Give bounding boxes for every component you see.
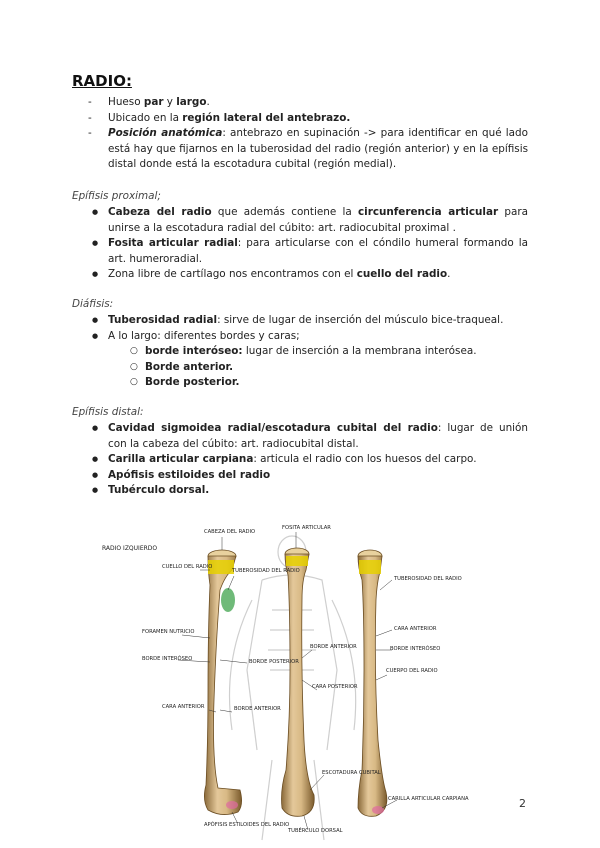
list-item	[92, 236, 528, 267]
text-run: Tuberosidad radial	[108, 314, 218, 326]
text-run: cuello del radio	[356, 268, 448, 280]
label-borde-anterior: BORDE ANTERIOR	[234, 706, 281, 712]
label-borde-posterior: BORDE POSTERIOR	[249, 659, 299, 665]
text-run: : antebrazo en supinación -> para identificar en qué lado está hay que fijarnos en la tuberosidad del radio (región anterior) y en la epífisis distal donde está la escotadura cubital (región medial).	[108, 127, 528, 170]
text-run: circunferencia articular	[357, 206, 499, 218]
text-run: para unirse a la escotadura radial del cúbito: art. radiocubital proximal .	[108, 206, 528, 234]
text-run: lugar de inserción a la membrana interósea.	[242, 345, 477, 357]
label-foramen-nutricio: FORAMEN NUTRICIO	[142, 629, 195, 635]
sub-list-item	[130, 360, 528, 376]
list-item	[92, 205, 528, 236]
text-run: largo	[176, 96, 207, 108]
text-run: Cabeza del radio	[108, 206, 212, 218]
text-run: Cavidad sigmoidea radial/escotadura cubital del radio	[108, 422, 438, 434]
sub-list-item	[130, 344, 528, 360]
label-borde-anterior-2: BORDE ANTERIOR	[310, 644, 357, 650]
section-list-epifisis-proximal	[92, 205, 528, 283]
list-item	[92, 329, 528, 391]
text-run: Ubicado en la	[108, 111, 183, 124]
sub-list-item	[130, 375, 528, 391]
list-item	[88, 95, 528, 111]
sub-list	[108, 344, 528, 391]
text-run: : para articularse con el cóndilo humeral formando la art. humeroradial.	[108, 237, 529, 265]
figure-title: RADIO IZQUIERDO	[102, 545, 158, 552]
label-cuerpo-del-radio: CUERPO DEL RADIO	[386, 668, 438, 674]
intro-list	[88, 95, 528, 173]
label-cara-posterior: CARA POSTERIOR	[312, 684, 358, 690]
label-cabeza-del-radio: CABEZA DEL RADIO	[204, 529, 256, 535]
text-run: Fosita articular radial	[108, 237, 238, 249]
page-title: RADIO:	[72, 72, 132, 90]
label-carilla-articular-carpiana: CARILLA ARTICULAR CARPIANA	[388, 796, 469, 802]
label-borde-interoseo: BORDE INTERÓSEO	[142, 656, 193, 662]
list-item	[92, 452, 528, 468]
text-run: A lo largo: diferentes bordes y caras;	[108, 329, 300, 342]
label-cara-anterior: CARA ANTERIOR	[162, 704, 205, 710]
label-escotadura-cubital: ESCOTADURA CUBITAL	[322, 770, 381, 776]
text-run: : lugar de unión con la cabeza del cúbito: art. radiocubital distal.	[108, 422, 528, 450]
text-run: Carilla articular carpiana	[108, 453, 254, 465]
text-run: Borde posterior.	[145, 376, 240, 388]
label-fosita-articular: FOSITA ARTICULAR	[282, 525, 331, 531]
text-run: .	[206, 96, 210, 108]
radius-bone-illustration	[92, 520, 476, 842]
list-item	[92, 313, 528, 329]
text-run: borde interóseo:	[145, 345, 243, 357]
list-item	[92, 483, 528, 499]
list-item	[92, 267, 528, 283]
label-cuello-del-radio: CUELLO DEL RADIO	[162, 564, 213, 570]
label-tuberosidad-del-radio-2: TUBEROSIDAD DEL RADIO	[394, 576, 462, 582]
section-list-epifisis-distal	[92, 421, 528, 499]
text-run: : articula el radio con los huesos del carpo.	[253, 453, 477, 465]
label-borde-interoseo-2: BORDE INTERÓSEO	[390, 646, 441, 652]
text-run: par	[143, 96, 164, 108]
list-item	[88, 126, 528, 173]
list-item-text	[108, 330, 300, 342]
list-item	[92, 421, 528, 452]
text-run: Hueso	[108, 96, 144, 108]
text-run: Tubérculo dorsal.	[108, 484, 210, 496]
text-run: Apófisis estiloides del radio	[108, 468, 271, 481]
text-run: y	[163, 96, 177, 108]
section-list-diafisis	[92, 313, 528, 391]
list-item	[88, 111, 528, 127]
text-run: : sirve de lugar de inserción del músculo bice-traqueal.	[217, 314, 504, 326]
section-heading-epifisis-distal: Epífisis distal:	[72, 406, 144, 418]
text-run: región lateral del antebrazo.	[182, 111, 351, 124]
text-run: Zona libre de cartílago nos encontramos con el	[108, 268, 357, 280]
section-heading-epifisis-proximal: Epífisis proximal;	[72, 190, 161, 202]
label-tuberosidad-del-radio: TUBEROSIDAD DEL RADIO	[232, 568, 300, 574]
text-run: Borde anterior.	[145, 360, 234, 373]
label-cara-anterior-2: CARA ANTERIOR	[394, 626, 437, 632]
text-run: que además contiene la	[211, 206, 358, 218]
list-item	[92, 468, 528, 484]
label-apofisis-estiloides: APÓFISIS ESTILOIDES DEL RADIO	[204, 822, 290, 828]
text-run: .	[447, 268, 451, 280]
label-tuberculo-dorsal: TUBÉRCULO DORSAL	[288, 828, 343, 834]
text-run: Posición anatómica	[108, 127, 223, 139]
page-number: 2	[519, 797, 526, 810]
section-heading-diafisis: Diáfisis:	[72, 298, 114, 310]
